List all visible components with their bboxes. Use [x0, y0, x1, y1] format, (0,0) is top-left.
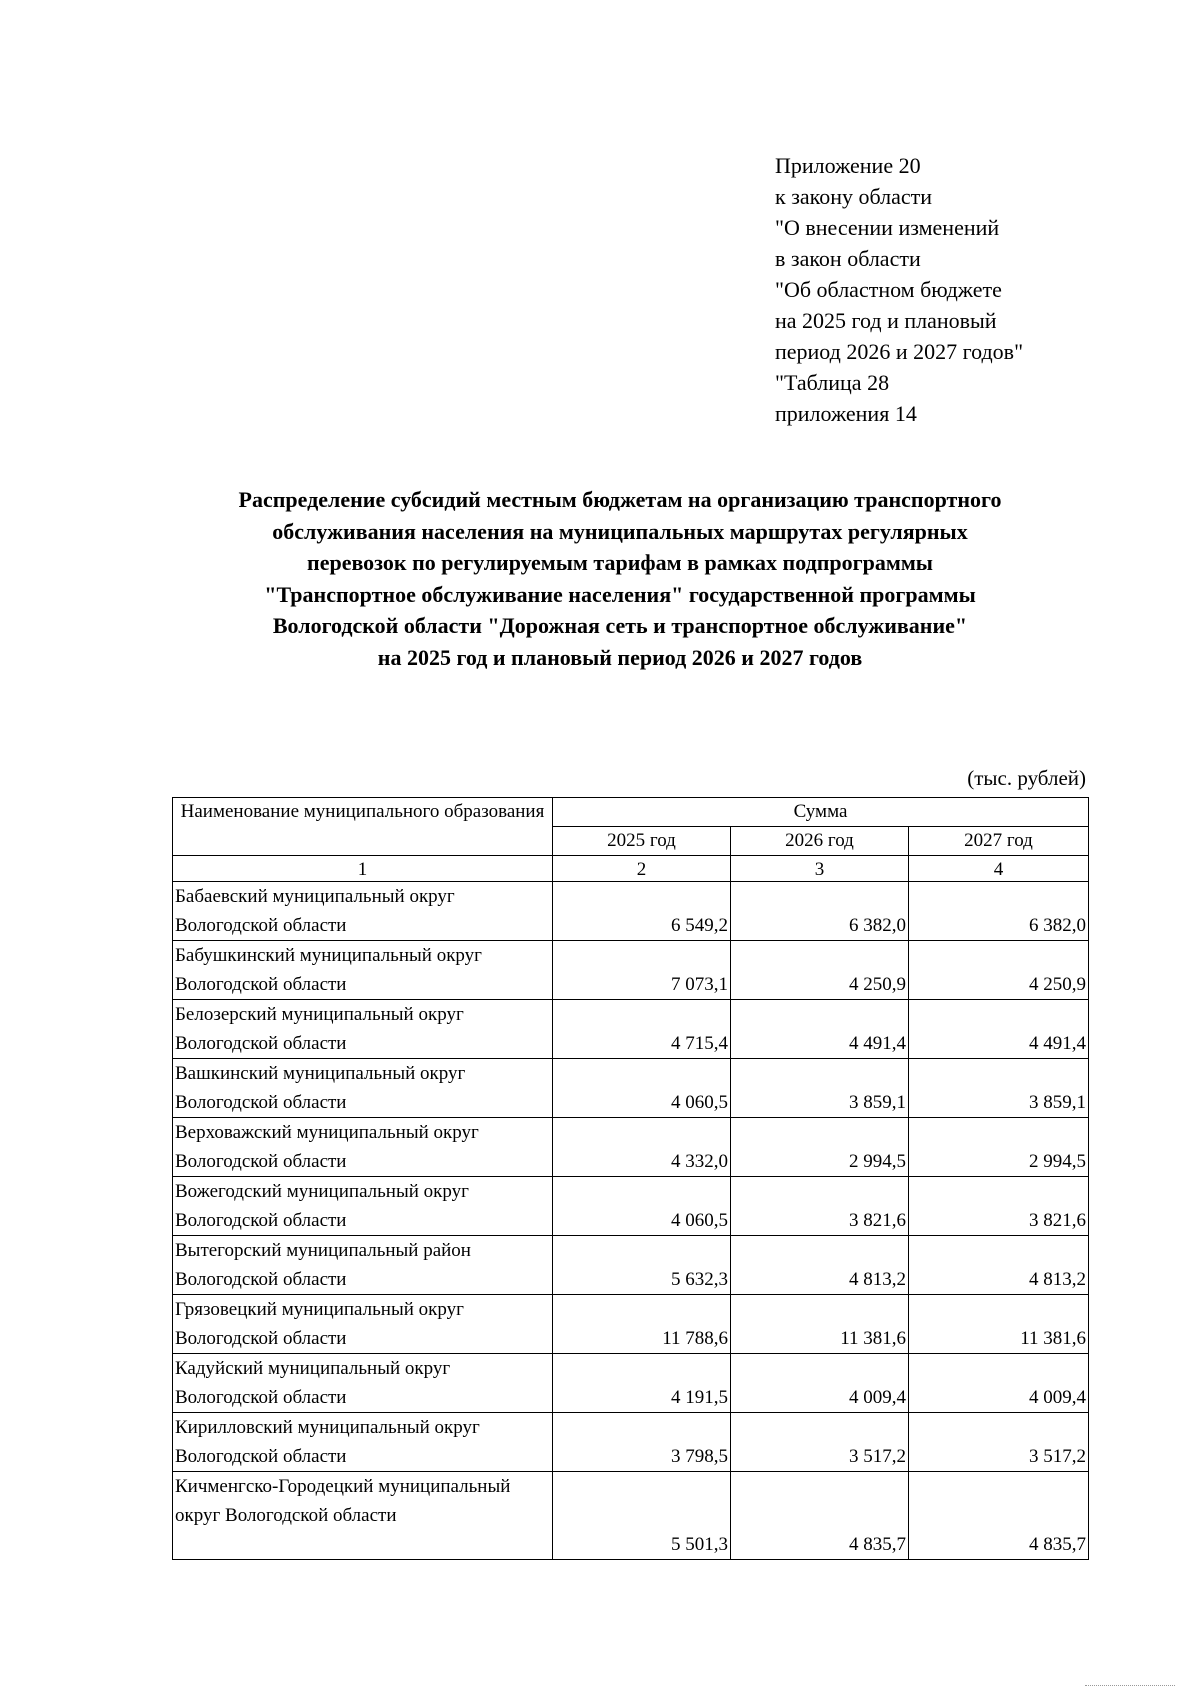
appendix-line: "О внесении изменений [775, 215, 1000, 240]
appendix-line: на 2025 год и плановый [775, 308, 997, 333]
table-row [173, 882, 1089, 941]
amount-2026: 3 517,2 [731, 1413, 909, 1472]
header-municipality: Наименование муниципального образования [173, 798, 553, 856]
table-header-row [173, 798, 1089, 827]
column-number: 2 [553, 856, 731, 882]
amount-2026: 11 381,6 [731, 1295, 909, 1354]
amount-2025: 4 191,5 [553, 1354, 731, 1413]
amount-2027: 6 382,0 [909, 882, 1089, 941]
title-line: Распределение субсидий местным бюджетам на организацию транспортного [238, 487, 1002, 512]
amount-2027: 4 835,7 [909, 1472, 1089, 1560]
amount-2026: 6 382,0 [731, 882, 909, 941]
amount-2025: 4 715,4 [553, 1000, 731, 1059]
municipality-name: Кадуйский муниципальный округ Вологодской области [173, 1354, 553, 1413]
table-row [173, 1177, 1089, 1236]
table-row [173, 941, 1089, 1000]
municipality-name: Белозерский муниципальный округ Вологодской области [173, 1000, 553, 1059]
amount-2025: 4 060,5 [553, 1059, 731, 1118]
amount-2027: 3 517,2 [909, 1413, 1089, 1472]
scan-artifact [1085, 1685, 1175, 1692]
amount-2027: 11 381,6 [909, 1295, 1089, 1354]
amount-2026: 2 994,5 [731, 1118, 909, 1177]
title-line: "Транспортное обслуживание населения" государственной программы [264, 581, 976, 607]
amount-2027: 2 994,5 [909, 1118, 1089, 1177]
header-year-2026: 2026 год [731, 827, 909, 856]
municipality-name: Кичменгско-Городецкий муниципальный округ Вологодской области [173, 1472, 553, 1560]
municipality-name: Верховажский муниципальный округ Вологодской области [173, 1118, 553, 1177]
appendix-line: Приложение 20 [775, 153, 921, 178]
column-number: 3 [731, 856, 909, 882]
amount-2025: 3 798,5 [553, 1413, 731, 1472]
amount-2027: 3 821,6 [909, 1177, 1089, 1236]
table-row [173, 1000, 1089, 1059]
amount-2027: 4 009,4 [909, 1354, 1089, 1413]
header-sum: Сумма [553, 798, 1089, 827]
amount-2026: 3 859,1 [731, 1059, 909, 1118]
appendix-line: "Об областном бюджете [775, 277, 1002, 302]
amount-2026: 4 835,7 [731, 1472, 909, 1560]
appendix-line: "Таблица 28 [775, 370, 890, 395]
table-row [173, 1236, 1089, 1295]
amount-2027: 4 491,4 [909, 1000, 1089, 1059]
municipality-name: Бабаевский муниципальный округ Вологодской области [173, 882, 553, 941]
column-number: 1 [173, 856, 553, 882]
amount-2026: 3 821,6 [731, 1177, 909, 1236]
table-row [173, 1059, 1089, 1118]
amount-2026: 4 491,4 [731, 1000, 909, 1059]
amount-2026: 4 250,9 [731, 941, 909, 1000]
table-row [173, 1472, 1089, 1560]
amount-2025: 4 332,0 [553, 1118, 731, 1177]
title-line: на 2025 год и плановый период 2026 и 2027 годов [377, 644, 863, 670]
column-number: 4 [909, 856, 1089, 882]
municipality-name: Вашкинский муниципальный округ Вологодской области [173, 1059, 553, 1118]
municipality-name: Бабушкинский муниципальный округ Вологодской области [173, 941, 553, 1000]
municipality-name: Вытегорский муниципальный район Вологодской области [173, 1236, 553, 1295]
amount-2025: 5 501,3 [553, 1472, 731, 1560]
amount-2027: 4 250,9 [909, 941, 1089, 1000]
appendix-line: в закон области [775, 246, 921, 271]
municipality-name: Кирилловский муниципальный округ Вологодской области [173, 1413, 553, 1472]
table-row [173, 1118, 1089, 1177]
units-label: (тыс. рублей) [967, 766, 1086, 790]
table-row [173, 1354, 1089, 1413]
amount-2025: 4 060,5 [553, 1177, 731, 1236]
document-title [150, 484, 1090, 673]
appendix-line: приложения 14 [775, 401, 917, 426]
table-row [173, 1295, 1089, 1354]
header-year-2025: 2025 год [553, 827, 731, 856]
amount-2025: 7 073,1 [553, 941, 731, 1000]
appendix-line: период 2026 и 2027 годов" [775, 339, 1024, 364]
amount-2026: 4 813,2 [731, 1236, 909, 1295]
subsidy-table [172, 797, 1089, 1560]
municipality-name: Вожегодский муниципальный округ Вологодской области [173, 1177, 553, 1236]
column-number-row [173, 856, 1089, 882]
amount-2027: 4 813,2 [909, 1236, 1089, 1295]
amount-2025: 5 632,3 [553, 1236, 731, 1295]
header-year-2027: 2027 год [909, 827, 1089, 856]
appendix-line: к закону области [775, 184, 933, 209]
title-line: перевозок по регулируемым тарифам в рамках подпрограммы [307, 550, 933, 575]
amount-2026: 4 009,4 [731, 1354, 909, 1413]
appendix-reference [775, 150, 1175, 429]
title-line: обслуживания населения на муниципальных маршрутах регулярных [272, 518, 968, 544]
title-line: Вологодской области "Дорожная сеть и транспортное обслуживание" [272, 613, 968, 638]
amount-2027: 3 859,1 [909, 1059, 1089, 1118]
amount-2025: 6 549,2 [553, 882, 731, 941]
amount-2025: 11 788,6 [553, 1295, 731, 1354]
municipality-name: Грязовецкий муниципальный округ Вологодской области [173, 1295, 553, 1354]
table-row [173, 1413, 1089, 1472]
